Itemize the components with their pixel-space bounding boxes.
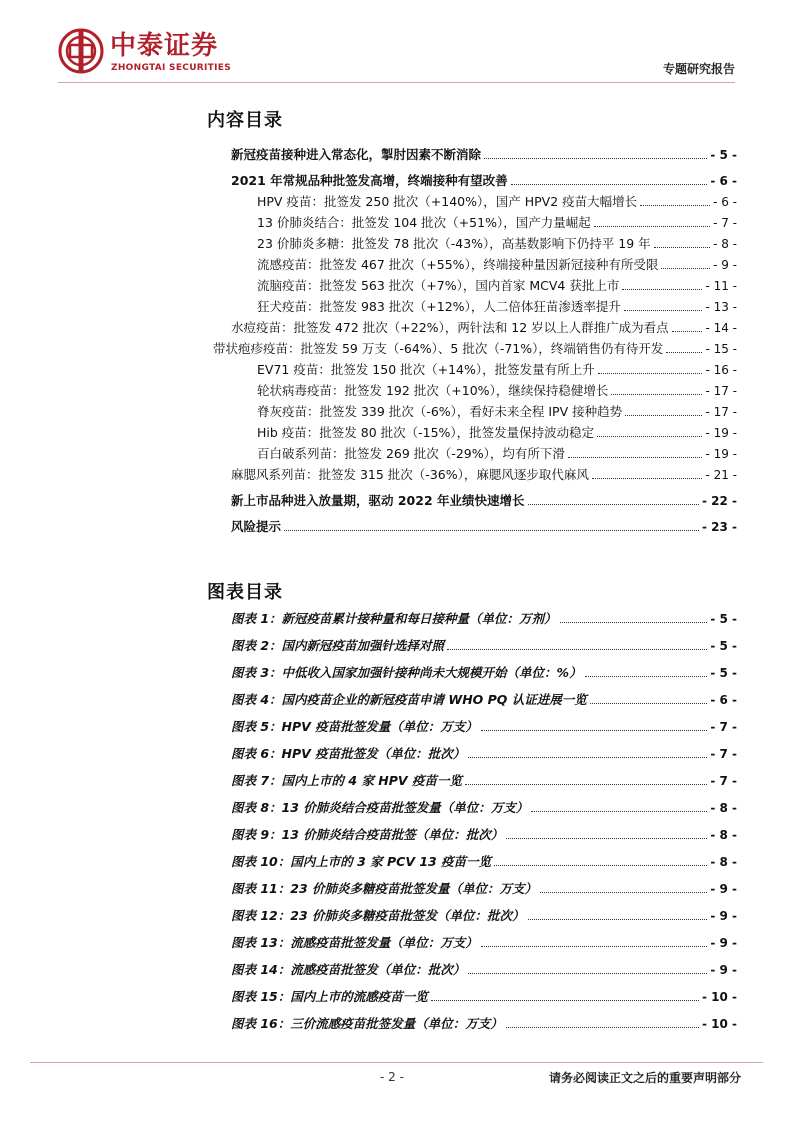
figure-entry-page: - 5 - xyxy=(710,612,737,626)
figure-entry-page: - 9 - xyxy=(710,882,737,896)
dot-leader xyxy=(465,784,707,785)
figure-entry-text: 图表 16：三价流感疫苗批签发量（单位：万支） xyxy=(231,1016,503,1031)
figure-entry[interactable] xyxy=(231,634,737,654)
toc-entry-page: - 17 - xyxy=(705,405,737,419)
figure-entry[interactable] xyxy=(231,877,737,897)
toc-entry[interactable] xyxy=(213,337,737,357)
figure-entry[interactable] xyxy=(231,661,737,681)
toc-entry[interactable] xyxy=(257,400,737,420)
toc-entry-page: - 16 - xyxy=(705,363,737,377)
dot-leader xyxy=(447,649,707,650)
figure-entry-page: - 9 - xyxy=(710,909,737,923)
toc-entry-page: - 23 - xyxy=(701,520,737,534)
dot-leader xyxy=(481,946,708,947)
figure-entry-page: - 9 - xyxy=(710,963,737,977)
figure-entry[interactable] xyxy=(231,796,737,816)
dot-leader xyxy=(528,919,708,920)
figure-entry-page: - 5 - xyxy=(710,639,737,653)
toc-entry[interactable] xyxy=(257,190,737,210)
toc-entry-text: 风险提示 xyxy=(231,519,282,534)
figure-entry[interactable] xyxy=(231,985,737,1005)
toc-entry-page: - 11 - xyxy=(705,279,737,293)
dot-leader xyxy=(528,504,699,505)
footer-divider xyxy=(30,1062,763,1063)
dot-leader xyxy=(506,1027,699,1028)
dot-leader xyxy=(672,331,703,332)
figure-entry-text: 图表 15：国内上市的流感疫苗一览 xyxy=(231,989,428,1004)
toc-entry-text: 23 价肺炎多糖：批签发 78 批次（-43%），高基数影响下仍持平 19 年 xyxy=(257,236,651,251)
dot-leader xyxy=(624,310,703,311)
figure-entry-text: 图表 4：国内疫苗企业的新冠疫苗申请 WHO PQ 认证进展一览 xyxy=(231,692,587,707)
toc-entry-text: 2021 年常规品种批签发高增，终端接种有望改善 xyxy=(231,173,508,188)
dot-leader xyxy=(468,757,707,758)
toc-entry-text: 13 价肺炎结合：批签发 104 批次（+51%），国产力量崛起 xyxy=(257,215,591,230)
toc-entry[interactable] xyxy=(257,379,737,399)
figure-entry-page: - 7 - xyxy=(710,774,737,788)
brand-name-en: ZHONGTAI SECURITIES xyxy=(111,63,231,73)
toc-entry[interactable] xyxy=(257,295,737,315)
toc-entry[interactable] xyxy=(257,232,737,252)
figure-entry[interactable] xyxy=(231,850,737,870)
figure-entry-page: - 6 - xyxy=(710,693,737,707)
toc-entry-page: - 19 - xyxy=(705,447,737,461)
dot-leader xyxy=(594,226,710,227)
toc-entry-page: - 8 - xyxy=(713,237,737,251)
toc-entry-page: - 9 - xyxy=(713,258,737,272)
toc-entry-text: HPV 疫苗：批签发 250 批次（+140%），国产 HPV2 疫苗大幅增长 xyxy=(257,194,638,209)
figure-entry-text: 图表 10：国内上市的 3 家 PCV 13 疫苗一览 xyxy=(231,854,492,869)
toc-entry[interactable] xyxy=(231,515,737,535)
toc-entry-text: Hib 疫苗：批签发 80 批次（-15%），批签发量保持波动稳定 xyxy=(257,425,595,440)
figure-entry-page: - 10 - xyxy=(701,1017,737,1031)
toc-entry[interactable] xyxy=(257,274,737,294)
toc-entry-page: - 17 - xyxy=(705,384,737,398)
figure-entry-text: 图表 12：23 价肺炎多糖疫苗批签发（单位：批次） xyxy=(231,908,525,923)
figure-entry[interactable] xyxy=(231,715,737,735)
toc-entry[interactable] xyxy=(257,211,737,231)
page-number: - 2 - xyxy=(380,1070,404,1084)
figure-entry-text: 图表 7：国内上市的 4 家 HPV 疫苗一览 xyxy=(231,773,462,788)
dot-leader xyxy=(597,436,702,437)
toc-entry-text: 脊灰疫苗：批签发 339 批次（-6%），看好未来全程 IPV 接种趋势 xyxy=(257,404,623,419)
toc-entry[interactable] xyxy=(257,253,737,273)
toc-entry[interactable] xyxy=(231,489,737,509)
figure-entry[interactable] xyxy=(231,769,737,789)
figure-entry[interactable] xyxy=(231,607,737,627)
toc-entry[interactable] xyxy=(231,169,737,189)
figure-entry-text: 图表 5：HPV 疫苗批签发量（单位：万支） xyxy=(231,719,478,734)
figure-entry-page: - 5 - xyxy=(710,666,737,680)
toc-entry-text: 带状疱疹疫苗：批签发 59 万支（-64%）、5 批次（-71%），终端销售仍有待开发 xyxy=(213,341,664,356)
toc-entry-page: - 19 - xyxy=(705,426,737,440)
dot-leader xyxy=(622,289,702,290)
toc-entry[interactable] xyxy=(231,463,737,483)
toc-entry-page: - 22 - xyxy=(701,494,737,508)
dot-leader xyxy=(654,247,710,248)
dot-leader xyxy=(506,838,707,839)
toc-entry[interactable] xyxy=(231,316,737,336)
figure-entry-page: - 8 - xyxy=(710,828,737,842)
toc-entry-text: 水痘疫苗：批签发 472 批次（+22%），两针法和 12 岁以上人群推广成为看点 xyxy=(231,320,669,335)
dot-leader xyxy=(481,730,708,731)
header-divider xyxy=(58,82,735,83)
dot-leader xyxy=(484,158,707,159)
dot-leader xyxy=(590,703,708,704)
toc-entry-page: - 13 - xyxy=(705,300,737,314)
figures-title: 图表目录 xyxy=(207,582,283,603)
figure-entry-text: 图表 13：流感疫苗批签发量（单位：万支） xyxy=(231,935,478,950)
figure-entry-text: 图表 2：国内新冠疫苗加强针选择对照 xyxy=(231,638,445,653)
toc-entry[interactable] xyxy=(257,421,737,441)
footer-disclaimer: 请务必阅读正文之后的重要声明部分 xyxy=(548,1071,741,1085)
figure-entry-text: 图表 11：23 价肺炎多糖疫苗批签发量（单位：万支） xyxy=(231,881,537,896)
toc-entry-text: 百白破系列苗：批签发 269 批次（-29%），均有所下滑 xyxy=(257,446,565,461)
toc-entry-page: - 21 - xyxy=(705,468,737,482)
figure-entry[interactable] xyxy=(231,742,737,762)
figure-entry-text: 图表 6：HPV 疫苗批签发（单位：批次） xyxy=(231,746,466,761)
dot-leader xyxy=(560,622,708,623)
dot-leader xyxy=(625,415,702,416)
figure-entry[interactable] xyxy=(231,688,737,708)
dot-leader xyxy=(592,478,703,479)
toc-entry[interactable] xyxy=(231,143,737,163)
dot-leader xyxy=(494,865,707,866)
figure-entry[interactable] xyxy=(231,904,737,924)
figure-entry-text: 图表 3：中低收入国家加强针接种尚未大规模开始（单位：%） xyxy=(231,665,582,680)
dot-leader xyxy=(585,676,708,677)
toc-entry[interactable] xyxy=(257,442,737,462)
dot-leader xyxy=(468,973,707,974)
dot-leader xyxy=(540,892,707,893)
toc-entry-text: 新上市品种进入放量期，驱动 2022 年业绩快速增长 xyxy=(231,493,525,508)
figure-entry[interactable] xyxy=(231,958,737,978)
figure-entry[interactable] xyxy=(231,1012,737,1032)
toc-entry-text: 流脑疫苗：批签发 563 批次（+7%），国内首家 MCV4 获批上市 xyxy=(257,278,620,293)
toc-entry-page: - 6 - xyxy=(713,195,737,209)
figure-entry-page: - 9 - xyxy=(710,936,737,950)
toc-entry-page: - 15 - xyxy=(705,342,737,356)
dot-leader xyxy=(568,457,703,458)
toc-entry-page: - 14 - xyxy=(705,321,737,335)
figure-entry-page: - 7 - xyxy=(710,720,737,734)
dot-leader xyxy=(284,530,699,531)
dot-leader xyxy=(661,268,710,269)
toc-entry-text: 轮状病毒疫苗：批签发 192 批次（+10%），继续保持稳健增长 xyxy=(257,383,609,398)
toc-entry-text: 流感疫苗：批签发 467 批次（+55%），终端接种量因新冠接种有所受限 xyxy=(257,257,659,272)
toc-title: 内容目录 xyxy=(207,110,283,131)
dot-leader xyxy=(666,352,702,353)
toc-entry-text: 狂犬疫苗：批签发 983 批次（+12%），人二倍体狂苗渗透率提升 xyxy=(257,299,621,314)
figure-entry-text: 图表 9：13 价肺炎结合疫苗批签（单位：批次） xyxy=(231,827,504,842)
figure-entry-text: 图表 14：流感疫苗批签发（单位：批次） xyxy=(231,962,466,977)
dot-leader xyxy=(531,811,707,812)
toc-entry[interactable] xyxy=(257,358,737,378)
toc-entry-text: EV71 疫苗：批签发 150 批次（+14%），批签发量有所上升 xyxy=(257,362,595,377)
figure-entry-text: 图表 8：13 价肺炎结合疫苗批签发量（单位：万支） xyxy=(231,800,529,815)
figure-entry-page: - 10 - xyxy=(701,990,737,1004)
figure-entry-text: 图表 1：新冠疫苗累计接种量和每日接种量（单位：万剂） xyxy=(231,611,557,626)
toc-entry-text: 新冠疫苗接种进入常态化，掣肘因素不断消除 xyxy=(231,147,482,162)
report-type: 专题研究报告 xyxy=(662,62,735,76)
dot-leader xyxy=(431,1000,699,1001)
figure-entry-page: - 8 - xyxy=(710,801,737,815)
dot-leader xyxy=(511,184,708,185)
figure-entry[interactable] xyxy=(231,823,737,843)
dot-leader xyxy=(598,373,703,374)
toc-entry-page: - 7 - xyxy=(713,216,737,230)
toc-entry-page: - 5 - xyxy=(710,148,737,162)
figure-entry[interactable] xyxy=(231,931,737,951)
brand-name-cn: 中泰证券 xyxy=(110,31,219,61)
brand-logo xyxy=(58,28,258,80)
dot-leader xyxy=(640,205,710,206)
dot-leader xyxy=(611,394,702,395)
figure-entry-page: - 7 - xyxy=(710,747,737,761)
brand-logo-icon xyxy=(58,28,104,74)
toc-entry-text: 麻腮风系列苗：批签发 315 批次（-36%），麻腮风逐步取代麻风 xyxy=(231,467,589,482)
toc-entry-page: - 6 - xyxy=(710,174,737,188)
figure-entry-page: - 8 - xyxy=(710,855,737,869)
